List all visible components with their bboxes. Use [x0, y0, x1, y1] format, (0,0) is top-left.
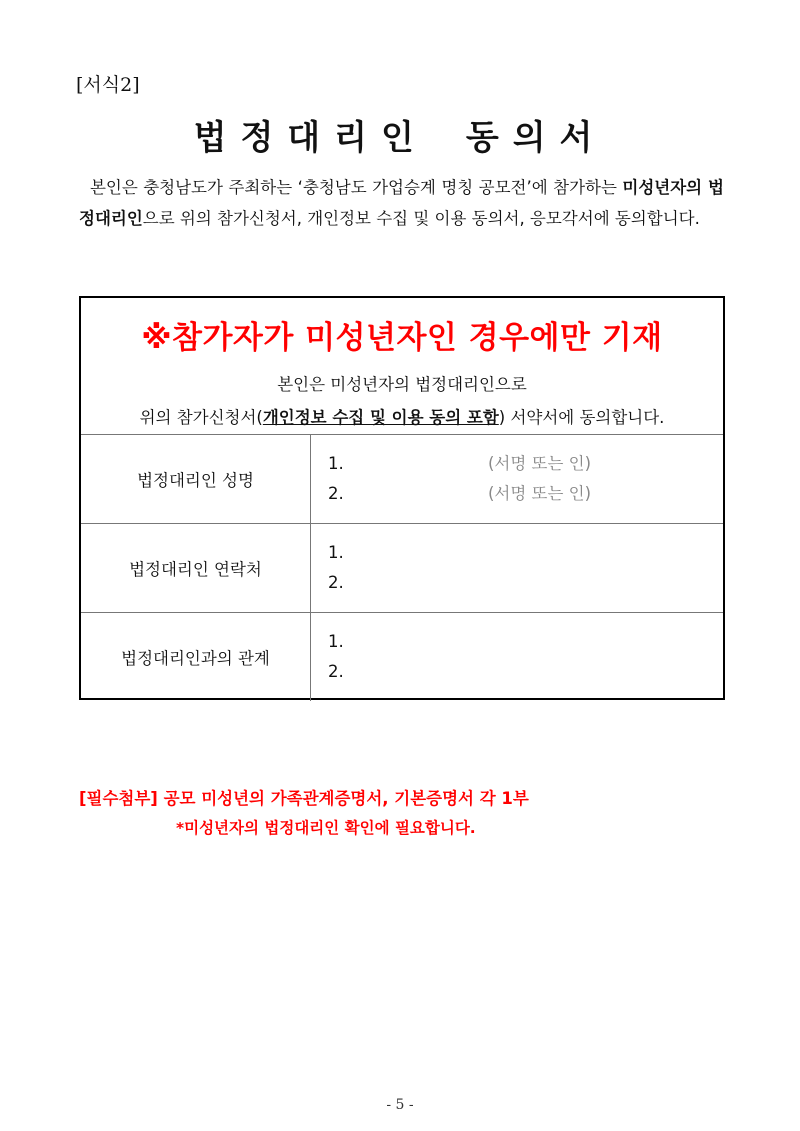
page-title [0, 110, 800, 159]
table-row-relation [81, 613, 723, 701]
table-row-contact [81, 524, 723, 613]
required-attachment-subnote: *미성년자의 법정대리인 확인에 필요합니다. [176, 819, 476, 837]
title-part1: 법정대리인 [193, 118, 428, 158]
intro-text1: 본인은 충청남도가 주최하는 ‘충청남도 가업승계 명칭 공모전’에 참가하는 [89, 178, 623, 197]
item-number: 1. [328, 632, 344, 651]
contact-field-2[interactable] [328, 568, 723, 598]
row-label: 법정대리인 연락처 [81, 524, 311, 612]
contact-field-1[interactable] [328, 538, 723, 568]
intro-paragraph [79, 172, 724, 234]
item-number: 2. [328, 573, 344, 592]
item-number: 2. [328, 484, 344, 503]
row-label: 법정대리인 성명 [81, 435, 311, 523]
item-number: 1. [328, 543, 344, 562]
intro-text2: 으로 위의 참가신청서, 개인정보 수집 및 이용 동의서, 응모각서에 동의합니다. [142, 209, 700, 228]
item-number: 2. [328, 662, 344, 681]
signature-placeholder: (서명 또는 인) [488, 454, 592, 473]
guardian-table [79, 296, 725, 700]
title-part2: 동의서 [465, 118, 607, 158]
intro-bold: 미성년자의 법정대리인 [79, 178, 724, 228]
table-row-name [81, 435, 723, 524]
relation-field-1[interactable] [328, 627, 723, 657]
consent-line2 [81, 404, 723, 428]
page-number: - 5 - [386, 1097, 414, 1113]
row-label: 법정대리인과의 관계 [81, 613, 311, 701]
consent-line2-pre: 위의 참가신청서( [139, 408, 263, 427]
item-number: 1. [328, 454, 344, 473]
name-field-2[interactable] [328, 479, 723, 509]
consent-line2-post: ) 서약서에 동의합니다. [498, 408, 665, 427]
signature-placeholder: (서명 또는 인) [488, 484, 592, 503]
warning-text: ※참가자가 미성년자인 경우에만 기재 [141, 320, 663, 356]
name-field-1[interactable] [328, 449, 723, 479]
consent-line1: 본인은 미성년자의 법정대리인으로 [277, 375, 527, 394]
required-attachment-notice: [필수첨부] 공모 미성년의 가족관계증명서, 기본증명서 각 1부 [79, 789, 529, 808]
consent-line2-bold: 개인정보 수집 및 이용 동의 포함 [262, 408, 499, 427]
relation-field-2[interactable] [328, 657, 723, 687]
table-header [81, 298, 723, 435]
form-number: [서식2] [76, 74, 140, 96]
